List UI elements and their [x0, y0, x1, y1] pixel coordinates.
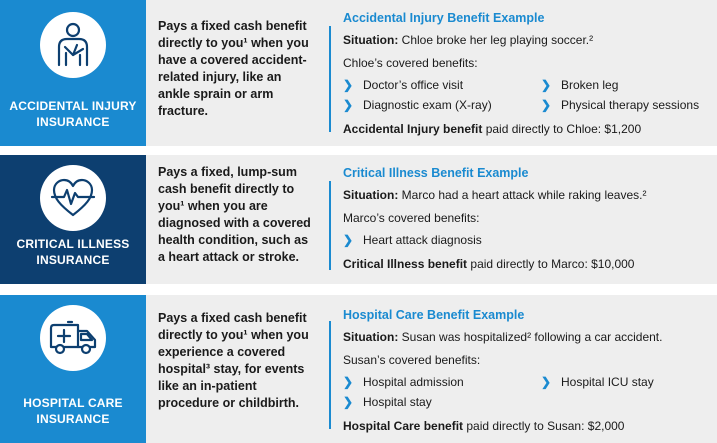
benefit-list	[343, 233, 707, 248]
icon-circle	[40, 305, 106, 371]
list-item	[343, 233, 541, 248]
benefit-text: Heart attack diagnosis	[363, 233, 482, 247]
situation	[343, 32, 711, 48]
benefit-text: Hospital stay	[363, 395, 432, 409]
situation-label: Situation:	[343, 33, 399, 47]
chevron-right-icon: ❯	[343, 98, 354, 112]
chevron-right-icon: ❯	[343, 78, 354, 92]
result-label: Hospital Care benefit	[343, 419, 464, 433]
person-with-arm-sling-icon	[51, 21, 95, 69]
list-item	[541, 98, 711, 113]
ambulance-icon	[48, 320, 98, 356]
result-label: Critical Illness benefit	[343, 257, 468, 271]
benefit-example	[321, 0, 717, 146]
benefit-text: Hospital admission	[363, 375, 464, 389]
benefit-example	[321, 295, 717, 443]
situation-label: Situation:	[343, 188, 399, 202]
chevron-right-icon: ❯	[343, 375, 354, 389]
benefit-result	[343, 256, 707, 272]
badge-title: ACCIDENTAL INJURY INSURANCE	[9, 99, 137, 129]
covered-benefits-label: Chloe’s covered benefits:	[343, 56, 478, 70]
heart-with-pulse-line-icon	[50, 177, 96, 219]
example-title: Accidental Injury Benefit Example	[343, 11, 545, 25]
accidental-injury-badge	[0, 0, 146, 146]
benefit-text: Hospital ICU stay	[561, 375, 654, 389]
result-text: paid directly to Chloe: $1,200	[485, 122, 642, 136]
list-item	[541, 78, 711, 93]
covered-benefits-label: Marco’s covered benefits:	[343, 211, 480, 225]
example-title: Critical Illness Benefit Example	[343, 166, 529, 180]
critical-illness-row	[0, 155, 717, 284]
result-text: paid directly to Marco: $10,000	[470, 257, 635, 271]
list-item	[343, 78, 541, 93]
benefit-result	[343, 418, 711, 434]
result-text: paid directly to Susan: $2,000	[466, 419, 625, 433]
badge-title: CRITICAL ILLNESS INSURANCE	[16, 237, 130, 267]
benefit-example	[321, 155, 717, 284]
benefit-text: Doctor’s office visit	[363, 78, 464, 92]
situation-text: Susan was hospitalized² following a car accident.	[401, 330, 663, 344]
hospital-care-row	[0, 295, 717, 443]
chevron-right-icon: ❯	[541, 375, 552, 389]
situation	[343, 187, 707, 203]
chevron-right-icon: ❯	[343, 395, 354, 409]
situation	[343, 329, 711, 345]
chevron-right-icon: ❯	[541, 78, 552, 92]
icon-circle	[40, 165, 106, 231]
benefit-text: Broken leg	[561, 78, 619, 92]
critical-illness-badge	[0, 155, 146, 284]
benefit-result	[343, 121, 711, 137]
accidental-injury-row	[0, 0, 717, 146]
situation-text: Chloe broke her leg playing soccer.²	[401, 33, 594, 47]
list-item	[343, 395, 541, 410]
chevron-right-icon: ❯	[343, 233, 354, 247]
benefit-text: Diagnostic exam (X-ray)	[363, 98, 492, 112]
hospital-care-badge	[0, 295, 146, 443]
list-item	[343, 98, 541, 113]
situation-text: Marco had a heart attack while raking leaves.²	[401, 188, 647, 202]
benefit-description: Pays a fixed cash benefit directly to you¹ when you have a covered accident-related injury, like an ankle sprain or arm fracture.	[146, 0, 321, 146]
benefit-text: Physical therapy sessions	[561, 98, 700, 112]
result-label: Accidental Injury benefit	[343, 122, 483, 136]
icon-circle	[40, 12, 106, 78]
chevron-right-icon: ❯	[541, 98, 552, 112]
list-item	[343, 375, 541, 390]
covered-benefits-label: Susan’s covered benefits:	[343, 353, 481, 367]
benefit-list	[343, 375, 711, 410]
badge-title: HOSPITAL CARE INSURANCE	[23, 396, 123, 426]
benefit-description: Pays a fixed cash benefit directly to you¹ when you experience a covered hospital³ stay, for events like an in-patient procedure or childbirth.	[146, 295, 321, 443]
benefit-list	[343, 78, 711, 113]
list-item	[541, 375, 711, 390]
benefit-description: Pays a fixed, lump-sum cash benefit directly to you¹ when you are diagnosed with a covered health condition, such as a heart attack or stroke.	[146, 155, 321, 284]
example-title: Hospital Care Benefit Example	[343, 308, 525, 322]
situation-label: Situation:	[343, 330, 399, 344]
